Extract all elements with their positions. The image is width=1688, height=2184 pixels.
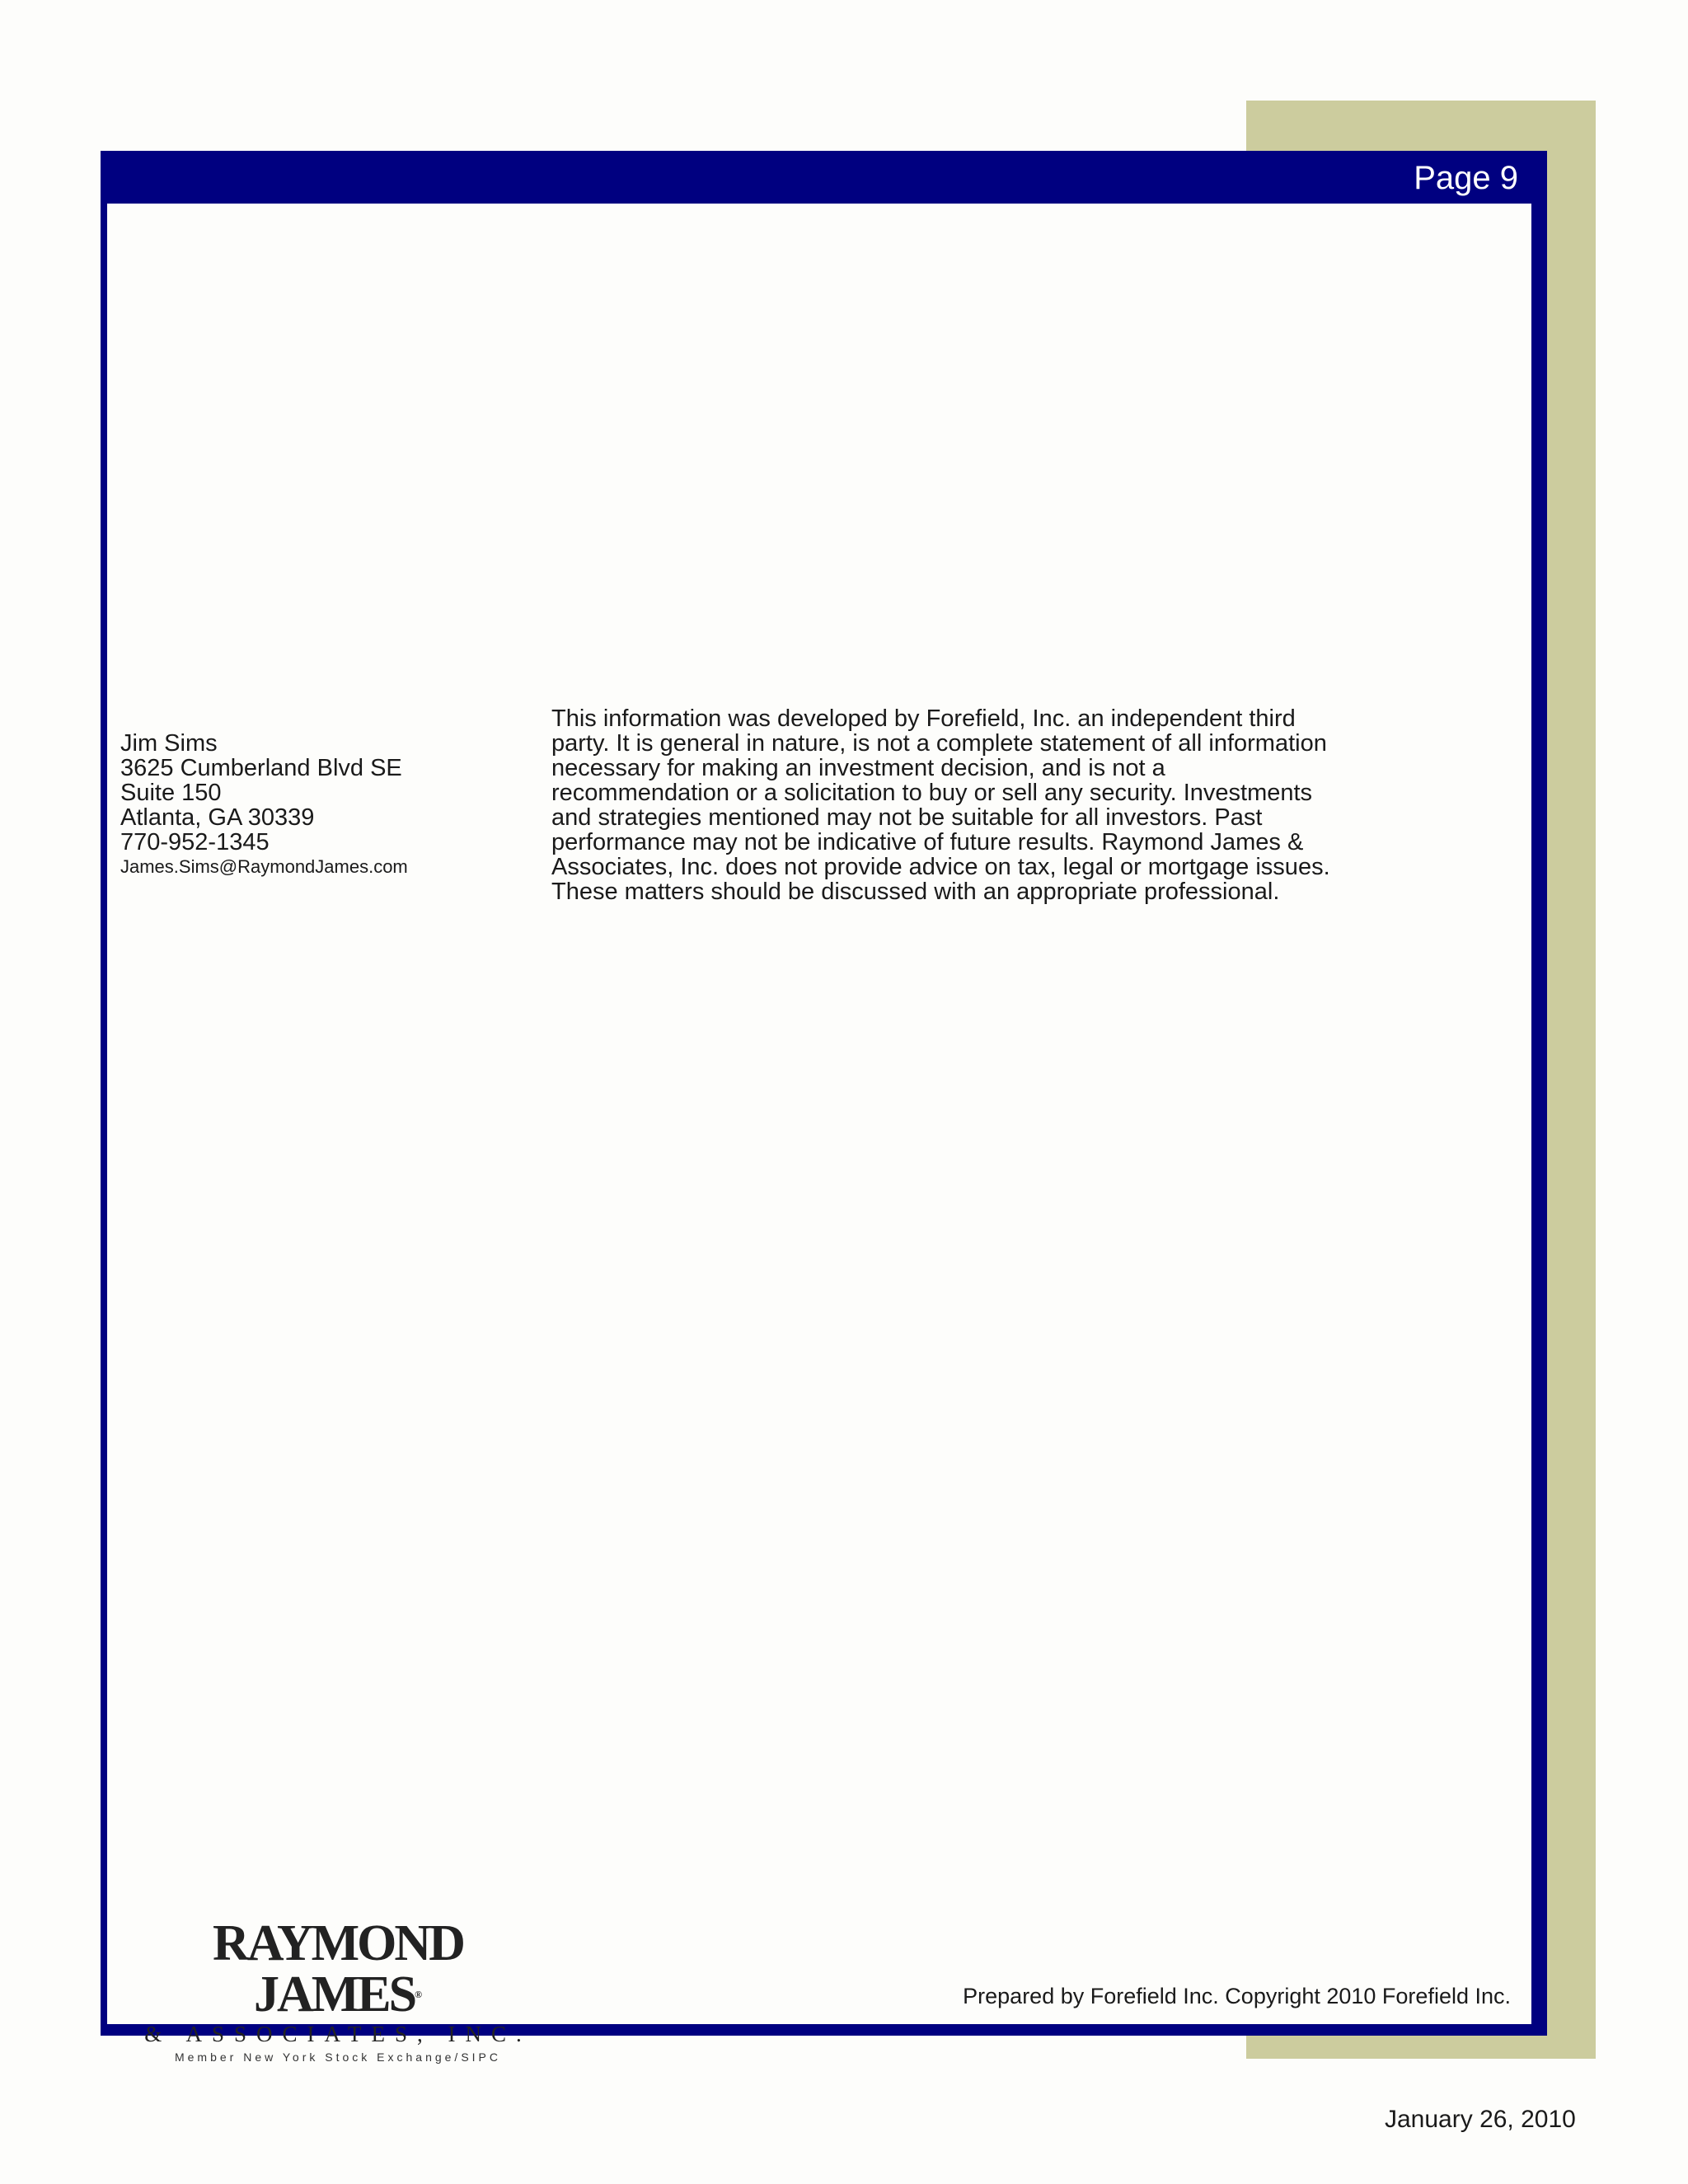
- logo-member-line: Member New York Stock Exchange/SIPC: [174, 2050, 501, 2064]
- disclaimer-line: necessary for making an investment decision, and is not a: [551, 755, 1165, 781]
- disclaimer-line: performance may not be indicative of future results. Raymond James &: [551, 829, 1304, 855]
- disclaimer-line: and strategies mentioned may not be suitable for all investors. Past: [551, 804, 1263, 831]
- disclaimer-line: Associates, Inc. does not provide advice on tax, legal or mortgage issues.: [551, 854, 1330, 880]
- disclaimer-line: These matters should be discussed with an appropriate professional.: [551, 879, 1280, 905]
- advisor-contact-block: [120, 731, 408, 879]
- disclaimer-line: recommendation or a solicitation to buy or sell any security. Investments: [551, 780, 1313, 806]
- advisor-phone: 770-952-1345: [120, 829, 270, 855]
- registered-mark: ®: [415, 1989, 423, 2000]
- advisor-email: James.Sims@RaymondJames.com: [120, 856, 408, 877]
- prepared-by-copyright: Prepared by Forefield Inc. Copyright 2010 Forefield Inc.: [963, 1984, 1511, 2008]
- logo-name: RAYMOND JAMES: [213, 1915, 463, 2022]
- advisor-city-state-zip: Atlanta, GA 30339: [120, 804, 315, 831]
- disclaimer-text: [551, 706, 1392, 904]
- advisor-address-line2: Suite 150: [120, 780, 222, 806]
- page-content: [107, 204, 1531, 2064]
- advisor-address-line1: 3625 Cumberland Blvd SE: [120, 755, 402, 781]
- disclaimer-line: party. It is general in nature, is not a complete statement of all information: [551, 730, 1327, 757]
- advisor-name: Jim Sims: [120, 730, 218, 757]
- page-number: Page 9: [1414, 160, 1518, 196]
- logo-wordmark: [124, 1915, 552, 2022]
- page-frame: [101, 151, 1547, 2064]
- document-date: January 26, 2010: [1385, 2106, 1576, 2133]
- raymond-james-logo: [124, 1915, 552, 2066]
- disclaimer-line: This information was developed by Forefield, Inc. an independent third: [551, 705, 1296, 732]
- logo-subtitle: & ASSOCIATES, INC.: [144, 2022, 532, 2046]
